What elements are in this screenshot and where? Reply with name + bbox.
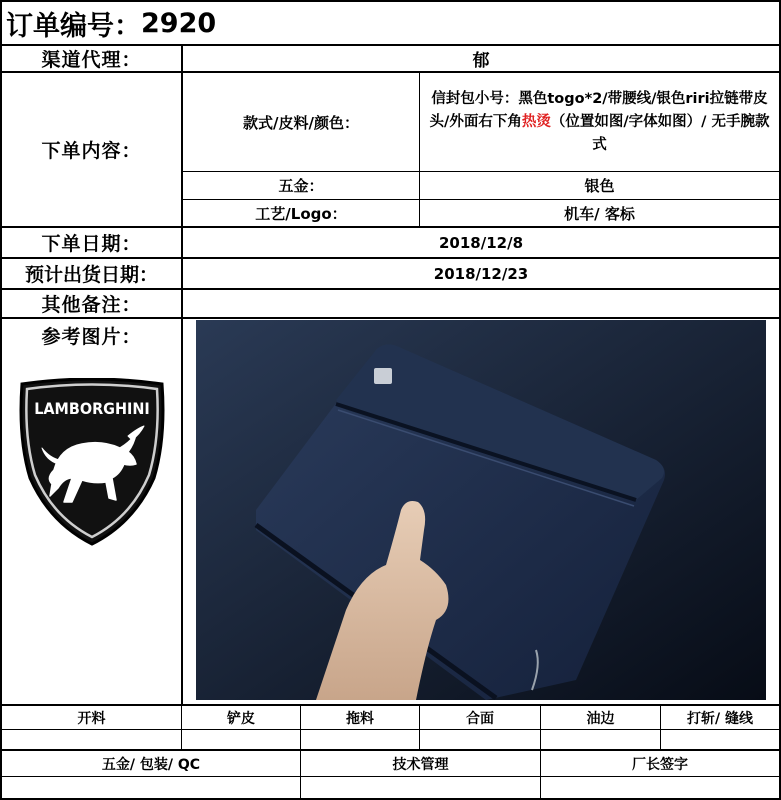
notes-value [183, 290, 779, 317]
footer-edge-painting: 油边 [586, 710, 615, 727]
craft-label: 工艺/Logo： [255, 204, 347, 223]
bag-photo [196, 320, 766, 700]
style-description-tail: （位置如图/字体如图）/ 无手腕款式 [550, 113, 770, 153]
footer-hardware-qc: 五金/ 包装/ QC [101, 756, 201, 773]
agent-label: 渠道代理： [41, 49, 142, 71]
style-description-text: 信封包小号：黑色togo*2/带腰线/银色riri拉链带皮头/外面右下角 [429, 90, 768, 130]
logo-text: LAMBORGHINI [34, 399, 150, 418]
hot-stamp-highlight: 热烫 [521, 113, 551, 130]
order-number-label: 订单编号： [6, 10, 141, 42]
footer-cutting: 开料 [77, 710, 106, 727]
notes-label: 其他备注： [41, 294, 142, 316]
content-label: 下单内容： [41, 140, 142, 162]
style-label: 款式/皮料/颜色： [243, 113, 359, 132]
order-title [0, 2, 781, 44]
footer-tech-management: 技术管理 [392, 756, 449, 773]
footer-dragging: 拖料 [346, 710, 374, 727]
order-number: 2920 [141, 7, 217, 39]
ship-date-value: 2018/12/23 [433, 264, 529, 283]
craft-value: 机车/ 客标 [564, 204, 635, 223]
footer-factory-signature: 厂长签字 [632, 756, 688, 773]
order-date-label: 下单日期： [41, 233, 142, 255]
footer-laminating: 合面 [466, 710, 494, 727]
agent-value: 郁 [472, 51, 490, 71]
lamborghini-logo [16, 378, 168, 548]
footer-skiving: 铲皮 [227, 710, 255, 727]
reference-label: 参考图片： [41, 325, 142, 348]
hardware-label: 五金： [278, 177, 324, 195]
order-date-value: 2018/12/8 [438, 233, 524, 252]
footer-stitching: 打斩/ 缝线 [687, 710, 753, 727]
style-description [420, 73, 779, 171]
ship-date-label: 预计出货日期： [24, 264, 158, 286]
hardware-value: 银色 [584, 177, 615, 195]
